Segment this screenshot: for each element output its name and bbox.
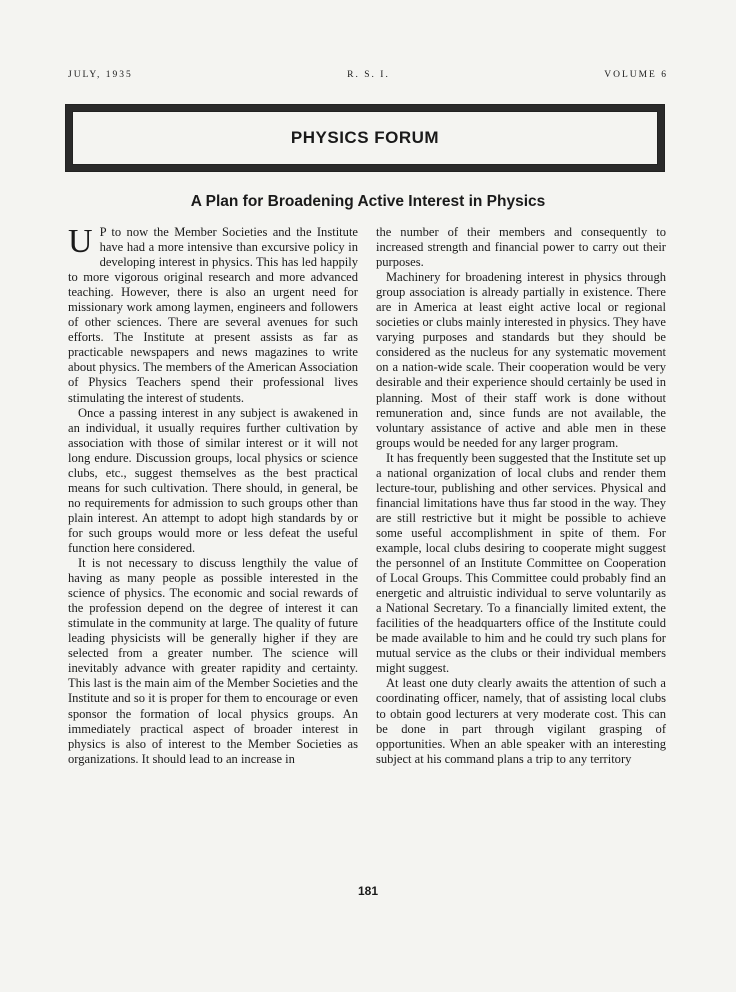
paragraph: the number of their members and consequently to increased strength and financial power to carry out their purposes. [376,225,666,270]
volume-number: VOLUME 6 [604,70,668,80]
page-number: 181 [357,884,379,898]
paragraph: Once a passing interest in any subject is awakened in an individual, it usually requires further cultivation by association with those of similar interest or it will not long endure. Discussion groups, local physics or science clubs, etc., suggest themselves as the best practical means for such cultivation. There should, in general, be no requirements for admission to such groups other than plain interest. An attempt to adopt high standards by or for such groups would more or less defeat the useful function here considered. [68,405,358,555]
left-column [68,225,358,767]
paragraph: Machinery for broadening interest in physics through group association is already partially in existence. There are in America at least eight active local or regional societies or clubs mainly interested in physics. They have varying purposes and standards but they should be considered as the nucleus for any systematic movement on a nation-wide scale. Their cooperation would be very desirable and their experience should certainly be used in planning. Most of their staff work is done without remuneration and, since funds are not available, the voluntary assistance of active and able men in these groups would be needed for any larger program. [376,270,666,450]
journal-abbreviation: R. S. I. [347,70,390,80]
issue-date: JULY, 1935 [68,70,133,80]
section-banner [65,104,665,172]
paragraph-text: P to now the Member Societies and the Institute have had a more intensive than excursive policy in developing interest in physics. This has led happily to more vigorous original research and more advanced teaching. However, there is also an urgent need for missionary work among laymen, engineers and followers of other sciences. There are several avenues for such efforts. The Institute at present assists as far as practicable newspapers and news magazines to write about physics. The members of the American Association of Physics Teachers spend their professional lives stimulating the interest of students. [68,225,358,405]
section-banner-frame [72,111,658,165]
paragraph [68,225,358,406]
paragraph: At least one duty clearly awaits the attention of such a coordinating officer, namely, that of assisting local clubs to obtain good lecturers at very moderate cost. This can be done in part through vigilant grasping of opportunities. When an able speaker with an interesting subject at his command plans a trip to any territory [376,676,666,766]
right-column [376,225,666,767]
drop-cap: U [68,223,93,260]
section-title: PHYSICS FORUM [290,128,440,147]
article-title: A Plan for Broadening Active Interest in Physics [190,193,546,210]
running-header [68,70,668,80]
paragraph: It has frequently been suggested that the Institute set up a national organization of local clubs and render them lecture-tour, publishing and other services. Physical and financial limitations have thus far stood in the way. They are still restrictive but it might be possible to achieve some useful accomplishment in spite of them. For example, local clubs desiring to cooperate might suggest the personnel of an Institute Committee on Cooperation of Local Groups. This Committee could probably find an energetic and altruistic individual to serve voluntarily as a National Secretary. To a financially limited extent, the facilities of the headquarters office of the Institute could be made available to him and he could try such plans for mutual service as the clubs or their individual members might suggest. [376,450,666,676]
paragraph: It is not necessary to discuss lengthily the value of having as many people as possible interested in the science of physics. The economic and social rewards of the profession depend on the degree of interest it can stimulate in the community at large. The quality of future leading physicists will be generally higher if they are selected from a greater number. The science will inevitably advance with greater rapidity and certainty. This last is the main aim of the Member Societies and the Institute and so it is proper for them to encourage or even sponsor the formation of local physics groups. An immediately practical aspect of broader interest in physics is also of interest to the Member Societies as organizations. It should lead to an increase in [68,556,358,766]
